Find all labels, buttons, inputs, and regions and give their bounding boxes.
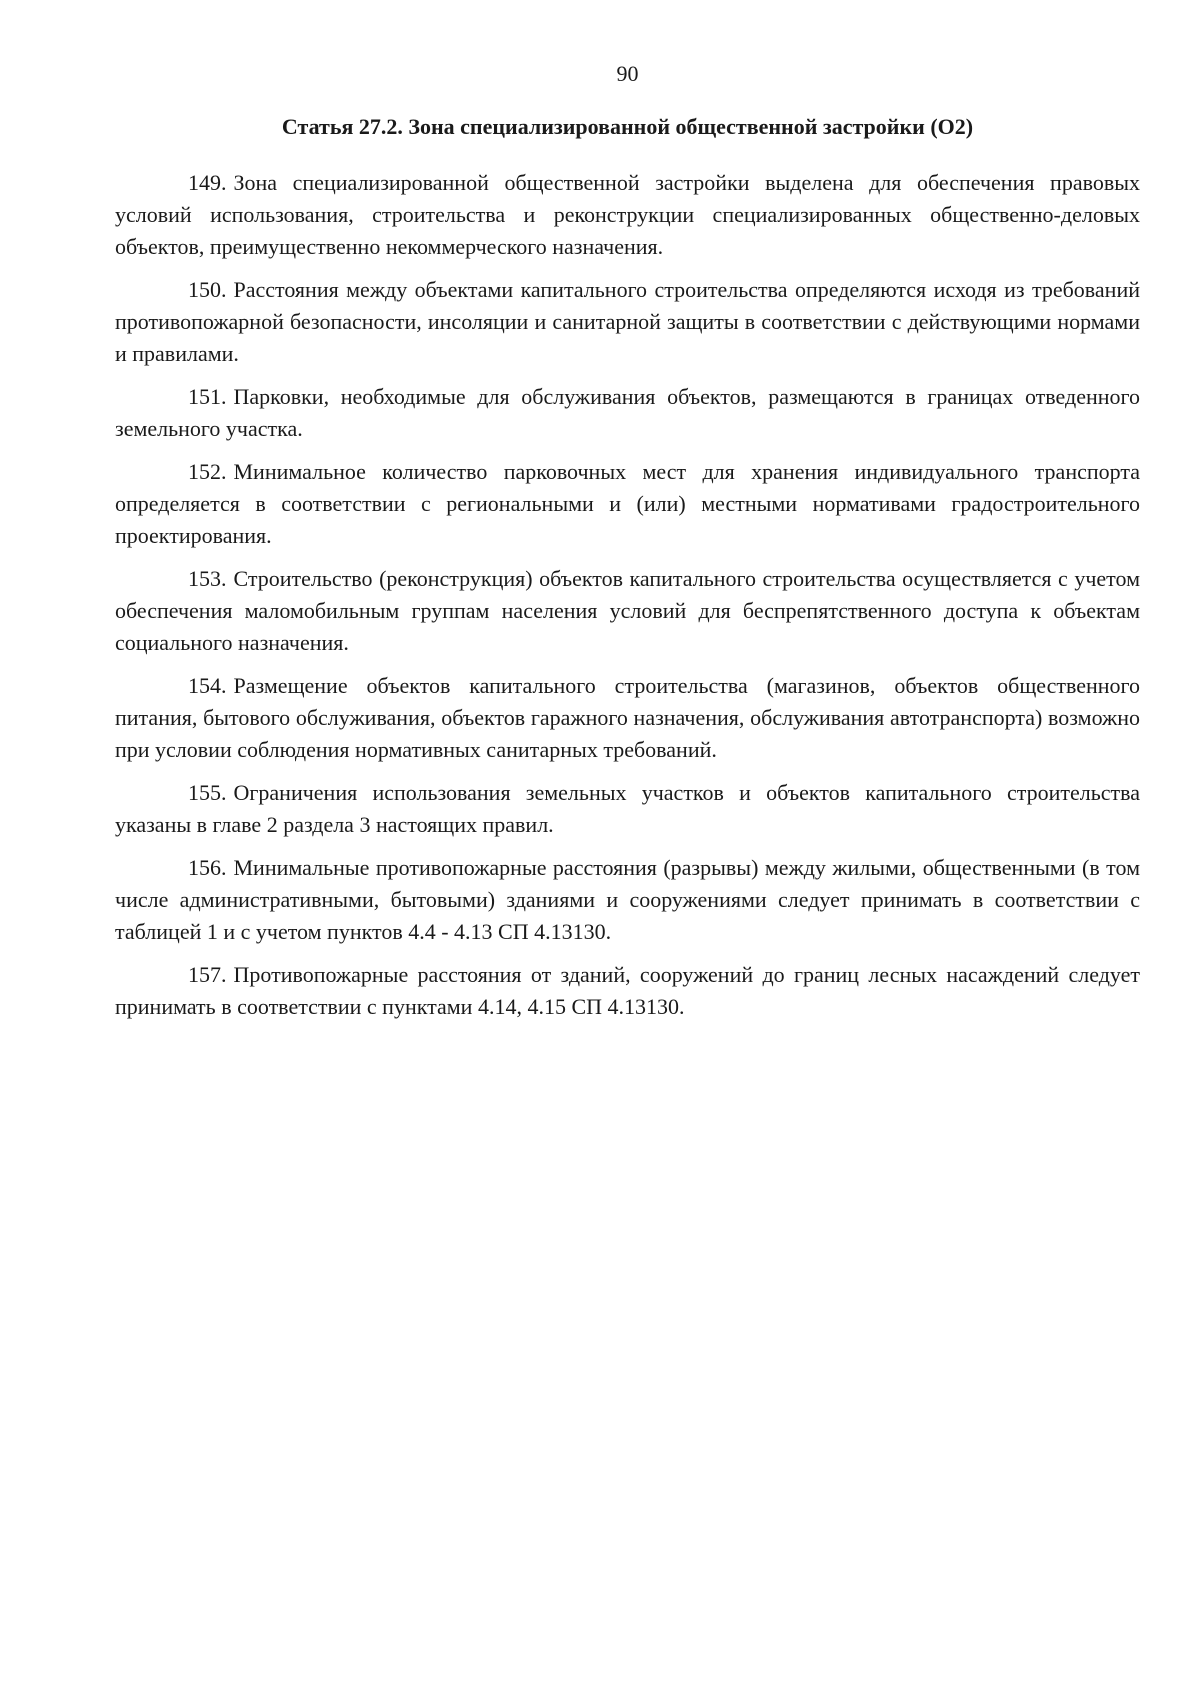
paragraph-152 <box>115 456 1140 552</box>
document-page <box>115 60 1140 1034</box>
page-number: 90 <box>616 61 639 86</box>
paragraph-number: 155. <box>188 780 227 805</box>
paragraph-156 <box>115 852 1140 948</box>
paragraph-number: 153. <box>188 566 227 591</box>
paragraph-text: Минимальные противопожарные расстояния (разрывы) между жилыми, общественными (в том числе административными, бытовыми) зданиями и сооружениями следует принимать в соответствии с таблицей 1 и с учетом пунктов 4.4 - 4.13 СП 4.13130. <box>115 855 1140 944</box>
paragraph-number: 156. <box>188 855 227 880</box>
paragraph-number: 154. <box>188 673 227 698</box>
paragraph-150 <box>115 274 1140 370</box>
paragraph-number: 157. <box>188 962 227 987</box>
paragraph-number: 149. <box>188 170 227 195</box>
paragraph-149 <box>115 167 1140 263</box>
paragraph-number: 152. <box>188 459 227 484</box>
paragraph-text: Размещение объектов капитального строительства (магазинов, объектов общественного питания, бытового обслуживания, объектов гаражного назначения, обслуживания автотранспорта) возможно при условии соблюдения нормативных санитарных требований. <box>115 673 1140 762</box>
paragraph-151 <box>115 381 1140 445</box>
article-title: Статья 27.2. Зона специализированной общественной застройки (О2) <box>281 114 974 139</box>
paragraph-154 <box>115 670 1140 766</box>
paragraph-text: Расстояния между объектами капитального строительства определяются исходя из требований противопожарной безопасности, инсоляции и санитарной защиты в соответствии с действующими нормами и правилами. <box>115 277 1140 366</box>
paragraph-text: Противопожарные расстояния от зданий, сооружений до границ лесных насаждений следует принимать в соответствии с пунктами 4.14, 4.15 СП 4.13130. <box>115 962 1140 1019</box>
paragraph-number: 150. <box>188 277 227 302</box>
paragraph-number: 151. <box>188 384 227 409</box>
paragraph-155 <box>115 777 1140 841</box>
paragraph-text: Парковки, необходимые для обслуживания объектов, размещаются в границах отведенного земельного участка. <box>115 384 1140 441</box>
paragraph-text: Строительство (реконструкция) объектов капитального строительства осуществляется с учетом обеспечения маломобильным группам населения условий для беспрепятственного доступа к объектам социального назначения. <box>115 566 1140 655</box>
paragraph-157 <box>115 959 1140 1023</box>
paragraph-text: Зона специализированной общественной застройки выделена для обеспечения правовых условий использования, строительства и реконструкции специализированных общественно-деловых объектов, преимущественно некоммерческого назначения. <box>115 170 1140 259</box>
paragraph-text: Минимальное количество парковочных мест для хранения индивидуального транспорта определяется в соответствии с региональными и (или) местными нормативами градостроительного проектирования. <box>115 459 1140 548</box>
paragraph-153 <box>115 563 1140 659</box>
paragraph-text: Ограничения использования земельных участков и объектов капитального строительства указаны в главе 2 раздела 3 настоящих правил. <box>115 780 1140 837</box>
paragraph-list <box>115 167 1140 1023</box>
